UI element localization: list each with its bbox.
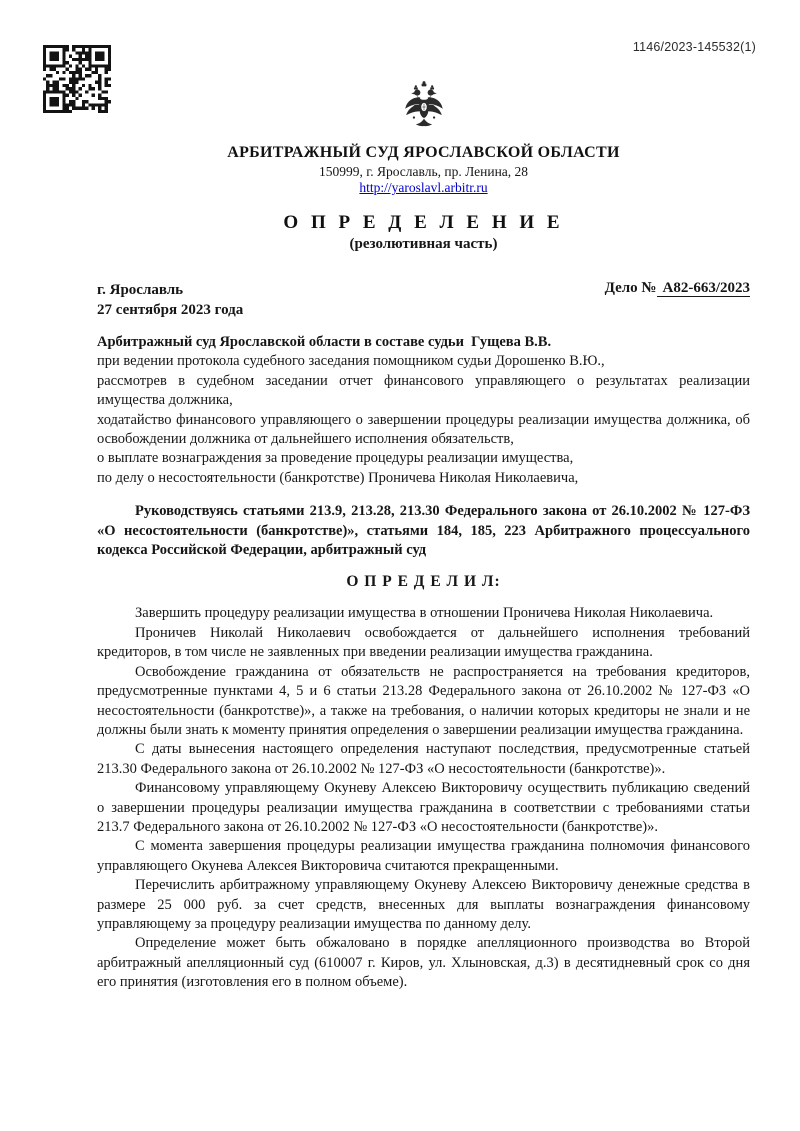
remuneration-line: о выплате вознаграждения за проведение процедуры реализации имущества, xyxy=(97,450,574,467)
coat-of-arms-icon xyxy=(400,76,448,138)
case-number-label: Дело № xyxy=(604,280,657,296)
protocol-clerk-line: при ведении протокола судебного заседания помощником судьи Дорошенко В.Ю., xyxy=(97,353,605,370)
ruling-paragraph: Завершить процедуру реализации имущества в отношении Проничева Николая Николаевича. xyxy=(135,605,714,622)
motion-line: ходатайство финансового управляющего о завершении процедуры реализации имущества должника, об освобождении должника от дальнейшего исполнения обязательств, xyxy=(97,411,750,448)
ruling-paragraph: С даты вынесения настоящего определения наступают последствия, предусмотренные статьей 213.30 Федерального закона от 26.10.2002 № 127-ФЗ «О несостоятельности (банкротстве)». xyxy=(97,741,750,777)
decided-heading: О П Р Е Д Е Л И Л: xyxy=(346,573,501,591)
considered-report-line: рассмотрев в судебном заседании отчет финансового управляющего о результатах реализации имущества должника, xyxy=(97,372,750,409)
court-website-link[interactable]: http://yaroslavl.arbitr.ru xyxy=(359,180,488,195)
court-name: АРБИТРАЖНЫЙ СУД ЯРОСЛАВСКОЙ ОБЛАСТИ xyxy=(227,144,620,161)
case-subject-line: по делу о несостоятельности (банкротстве) Проничева Николая Николаевича, xyxy=(97,469,579,486)
case-number-block xyxy=(605,280,750,297)
ruling-paragraph: Перечислить арбитражному управляющему Окуневу Алексею Викторовичу денежные средства в размере 25 000 руб. за счет средств, внесенных для выплаты вознаграждения финансовому управляющему за процедуру реализации имущества по данному делу. xyxy=(97,877,750,932)
ruling-paragraph: С момента завершения процедуры реализации имущества гражданина полномочия финансового управляющего Окунева Алексея Викторовича считаются прекращенными. xyxy=(97,838,750,874)
court-website-line xyxy=(97,180,750,196)
case-intro-section xyxy=(97,333,750,488)
ruling-paragraphs xyxy=(97,604,750,992)
case-number: А82-663/2023 xyxy=(657,280,751,297)
document-registration-number: 1146/2023-145532(1) xyxy=(632,40,756,54)
legal-basis-paragraph: Руководствуясь статьями 213.9, 213.28, 213.30 Федерального закона от 26.10.2002 № 127-ФЗ «О несостоятельности (банкротстве)», статьями 184, 185, 223 Арбитражного процессуального кодекса Российской Федерации, арбитражный суд xyxy=(97,503,750,559)
ruling-paragraph: Финансовому управляющему Окуневу Алексею Викторовичу осуществить публикацию сведений о завершении процедуры реализации имущества гражданина в соответствии с требованиями статьи 213.7 Федерального закона от 26.10.2002 № 127-ФЗ «О несостоятельности (банкротстве)». xyxy=(97,780,750,835)
ruling-paragraph: Проничев Николай Николаевич освобождается от дальнейшего исполнения требований кредиторов, в том числе не заявленных при введении реализации имущества гражданина. xyxy=(97,624,750,661)
emblem-container xyxy=(97,76,750,143)
place-and-date xyxy=(97,280,243,320)
court-composition-line: Арбитражный суд Ярославской области в составе судьи Гущева В.В. xyxy=(97,334,552,350)
document-subtitle: (резолютивная часть) xyxy=(349,236,498,252)
case-info-row xyxy=(97,280,750,320)
document-title: О П Р Е Д Е Л Е Н И Е xyxy=(283,212,564,233)
city: г. Ярославль xyxy=(97,282,184,298)
ruling-date: 27 сентября 2023 года xyxy=(97,302,244,318)
court-address: 150999, г. Ярославль, пр. Ленина, 28 xyxy=(318,164,529,179)
qr-code-icon xyxy=(43,45,111,113)
ruling-paragraph: Определение может быть обжаловано в порядке апелляционного производства во Второй арбитражный апелляционный суд (610007 г. Киров, ул. Хлыновская, д.3) в десятидневный срок со дня его принятия (изготовления его в полном объеме). xyxy=(97,935,750,991)
ruling-paragraph: Освобождение гражданина от обязательств не распространяется на требования кредиторов, предусмотренные пунктами 4, 5 и 6 статьи 213.28 Федерального закона от 26.10.2002 № 127-ФЗ «О несостоятельности (банкротстве)», а также на требования, о наличии которых кредиторы не знали и не должны были знать к моменту принятия определения о завершении реализации имущества гражданина. xyxy=(97,663,750,738)
